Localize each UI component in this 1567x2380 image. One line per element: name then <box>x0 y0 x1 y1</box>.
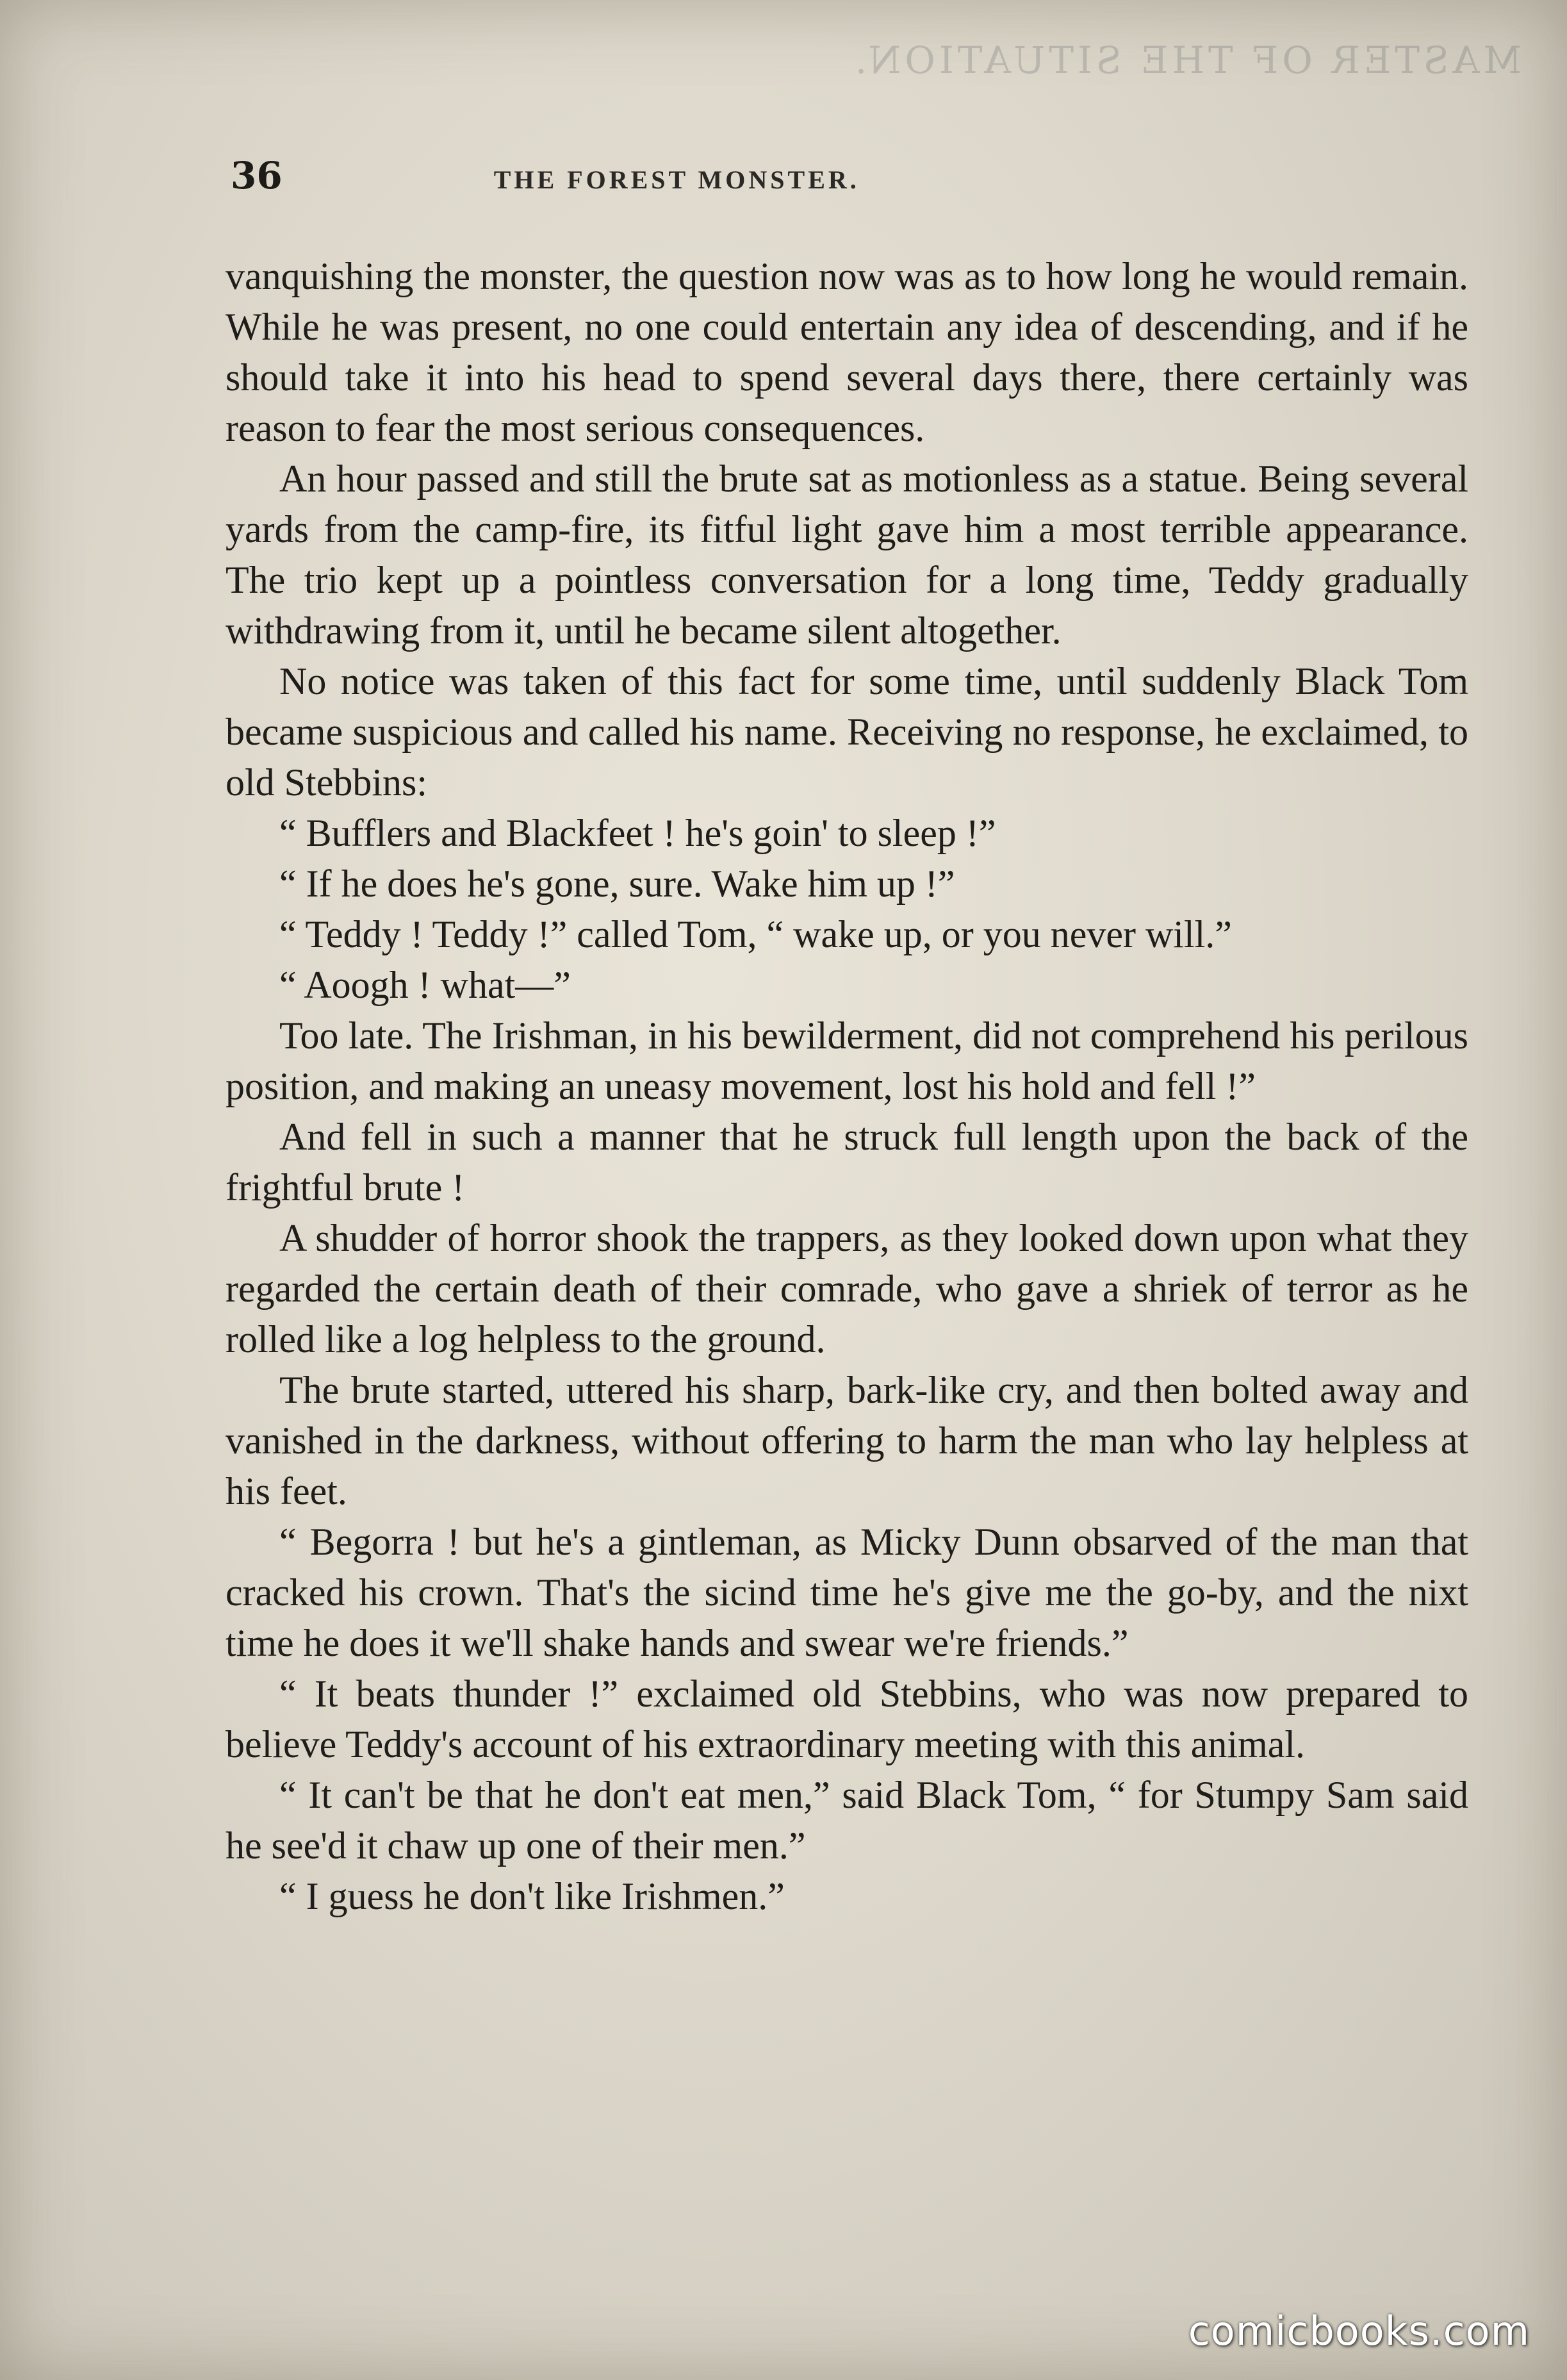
paragraph: “ I guess he don't like Irishmen.” <box>279 1875 785 1917</box>
page-number: 36 <box>231 154 283 197</box>
paragraph: “ Bufflers and Blackfeet ! he's goin' to sleep !” <box>279 812 996 854</box>
watermark: comicbooks.com <box>1188 2308 1530 2354</box>
bleed-through-text: MASTER OF THE SITUATION. <box>851 38 1522 82</box>
paragraph: “ Begorra ! but he's a gintleman, as Micky Dunn obsarved of the man that cracked his crown. That's the sicind time he's give me the go-by, and the nixt time he does it we'll shake hands and swear we're friends.” <box>226 1521 1468 1664</box>
paragraph: No notice was taken of this fact for some time, until suddenly Black Tom became suspicious and called his name. Receiving no response, he exclaimed, to old Stebbins: <box>226 660 1468 804</box>
paragraph: Too late. The Irishman, in his bewilderment, did not comprehend his perilous position, and making an uneasy movement, lost his hold and fell !” <box>226 1014 1468 1107</box>
paragraph: “ Aoogh ! what—” <box>279 964 571 1006</box>
page-header <box>231 154 1384 205</box>
paragraph: The brute started, uttered his sharp, bark-like cry, and then bolted away and vanished in the darkness, without offering to harm the man who lay helpless at his feet. <box>226 1369 1468 1512</box>
body-text <box>226 251 1468 2289</box>
paragraph: vanquishing the monster, the question now was as to how long he would remain. While he was present, no one could entertain any idea of descending, and if he should take it into his head to spend several days there, there certainly was reason to fear the most serious consequences. <box>226 255 1468 449</box>
running-head: THE FOREST MONSTER. <box>493 165 860 194</box>
paragraph: And fell in such a manner that he struck full length upon the back of the frightful brute ! <box>226 1116 1468 1209</box>
paragraph: “ Teddy ! Teddy !” called Tom, “ wake up, or you never will.” <box>279 913 1232 955</box>
paragraph: “ It can't be that he don't eat men,” said Black Tom, “ for Stumpy Sam said he see'd it chaw up one of their men.” <box>226 1774 1468 1867</box>
paragraph: A shudder of horror shook the trappers, as they looked down upon what they regarded the certain death of their comrade, who gave a shriek of terror as he rolled like a log helpless to the ground. <box>226 1217 1468 1360</box>
paragraph: “ If he does he's gone, sure. Wake him up !” <box>279 863 955 905</box>
paragraph: An hour passed and still the brute sat as motionless as a statue. Being several yards from the camp-fire, its fitful light gave him a most terrible appearance. The trio kept up a pointless conversation for a long time, Teddy gradually withdrawing from it, until he became silent altogether. <box>226 458 1468 652</box>
paragraph: “ It beats thunder !” exclaimed old Stebbins, who was now prepared to believe Teddy's account of his extraordinary meeting with this animal. <box>226 1673 1468 1765</box>
